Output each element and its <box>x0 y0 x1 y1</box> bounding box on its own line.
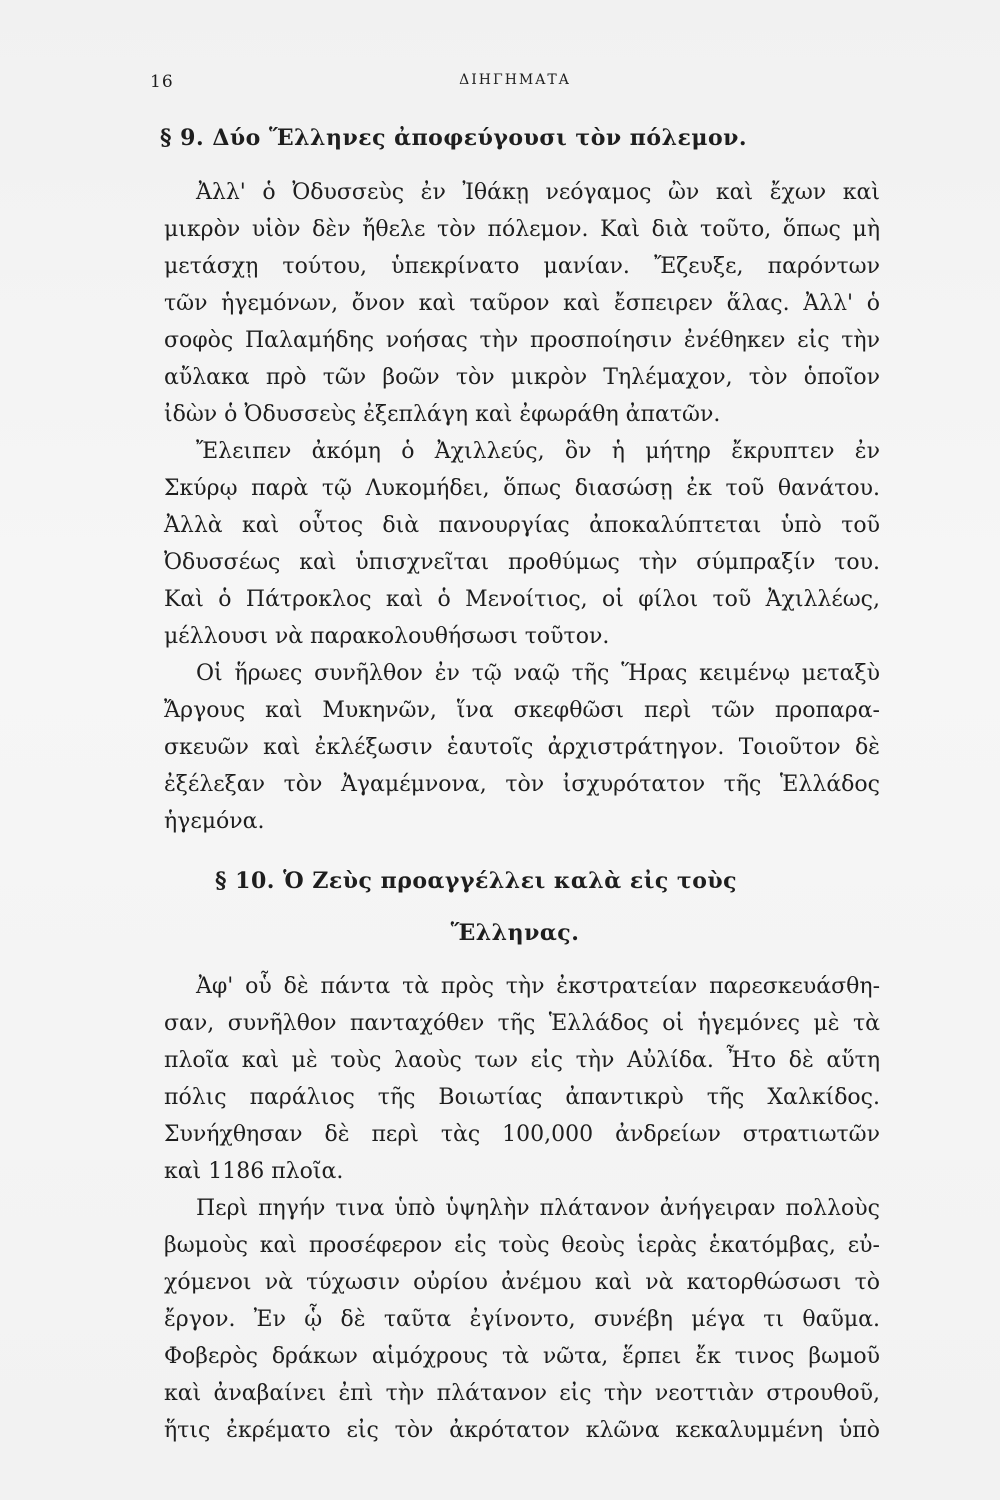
text-line: ἔργον. Ἐν ᾧ δὲ ταῦτα ἐγίνοντο, συνέβη μέγα τι θαῦμα. <box>164 1307 880 1332</box>
text-line: αὔλακα πρὸ τῶν βοῶν τὸν μικρὸν Τηλέμαχον, τὸν ὁποῖον <box>164 365 880 390</box>
text-line: Ἄργους καὶ Μυκηνῶν, ἵνα σκεφθῶσι περὶ τῶν προπαρα- <box>164 698 880 723</box>
section-9-title: Δύο Ἕλληνες ἀποφεύγουσι τὸν πόλεμον. <box>212 125 748 151</box>
text-line: βωμοὺς καὶ προσέφερον εἰς τοὺς θεοὺς ἱερὰς ἑκατόμβας, εὐ- <box>164 1233 880 1258</box>
section-10-title: Ὁ Ζεὺς προαγγέλλει καλὰ εἰς τοὺς <box>283 868 738 894</box>
text-line: Φοβερὸς δράκων αἱμόχρους τὰ νῶτα, ἕρπει ἔκ τινος βωμοῦ <box>164 1344 880 1369</box>
running-title: ΔΙΗΓΗΜΑΤΑ <box>459 72 571 88</box>
text-line: ἡγεμόνα. <box>164 809 265 834</box>
section-10-title-continued: Ἕλληνας. <box>450 920 580 946</box>
text-line: καὶ ἀναβαίνει ἐπὶ τὴν πλάτανον εἰς τὴν νεοττιὰν στρουθοῦ, <box>164 1381 880 1406</box>
text-line: σκευῶν καὶ ἐκλέξωσιν ἑαυτοῖς ἀρχιστράτηγον. Τοιοῦτον δὲ <box>164 735 880 760</box>
text-line: Ἔλειπεν ἀκόμη ὁ Ἀχιλλεύς, ὃν ἡ μήτηρ ἔκρυπτεν ἐν <box>196 439 880 464</box>
text-line: ἰδὼν ὁ Ὀδυσσεὺς ἐξεπλάγη καὶ ἐφωράθη ἀπατῶν. <box>164 402 721 427</box>
text-line: Οἱ ἥρωες συνῆλθον ἐν τῷ ναῷ τῆς Ἥρας κειμένῳ μεταξὺ <box>196 661 880 686</box>
text-line: πόλις παράλιος τῆς Βοιωτίας ἀπαντικρὺ τῆς Χαλκίδος. <box>164 1085 880 1110</box>
text-line: Ὀδυσσέως καὶ ὑπισχνεῖται προθύμως τὴν σύμπραξίν του. <box>164 550 880 575</box>
section-9-heading <box>160 125 890 151</box>
text-line: πλοῖα καὶ μὲ τοὺς λαοὺς των εἰς τὴν Αὐλίδα. Ἦτο δὲ αὕτη <box>164 1048 880 1073</box>
text-line: Καὶ ὁ Πάτροκλος καὶ ὁ Μενοίτιος, οἱ φίλοι τοῦ Ἀχιλλέως, <box>164 587 880 612</box>
text-line: μετάσχῃ τούτου, ὑπεκρίνατο μανίαν. Ἔζευξε, παρόντων <box>164 254 880 279</box>
section-10-heading <box>215 868 945 894</box>
text-line: χόμενοι νὰ τύχωσιν οὐρίου ἀνέμου καὶ νὰ κατορθώσωσι τὸ <box>164 1270 880 1295</box>
section-9-number: § 9. <box>160 125 205 151</box>
text-line: σαν, συνῆλθον πανταχόθεν τῆς Ἑλλάδος οἱ ἡγεμόνες μὲ τὰ <box>164 1011 880 1036</box>
text-line: τῶν ἡγεμόνων, ὄνον καὶ ταῦρον καὶ ἔσπειρεν ἅλας. Ἀλλ' ὁ <box>164 291 880 316</box>
text-line: ἥτις ἐκρέματο εἰς τὸν ἀκρότατον κλῶνα κεκαλυμμένη ὑπὸ <box>164 1418 880 1443</box>
text-line: μέλλουσι νὰ παρακολουθήσωσι τοῦτον. <box>164 624 610 649</box>
text-line: Ἀλλ' ὁ Ὀδυσσεὺς ἐν Ἰθάκῃ νεόγαμος ὢν καὶ ἔχων καὶ <box>196 180 880 205</box>
text-line: Σκύρῳ παρὰ τῷ Λυκομήδει, ὅπως διασώσῃ ἐκ τοῦ θανάτου. <box>164 476 880 501</box>
running-head <box>150 72 880 96</box>
section-10-number: § 10. <box>215 868 275 894</box>
text-line: καὶ 1186 πλοῖα. <box>164 1159 344 1184</box>
text-line: Ἀλλὰ καὶ οὗτος διὰ πανουργίας ἀποκαλύπτεται ὑπὸ τοῦ <box>164 513 880 538</box>
text-line: Συνήχθησαν δὲ περὶ τὰς 100,000 ἀνδρείων στρατιωτῶν <box>164 1122 880 1147</box>
page-number: 16 <box>150 72 174 92</box>
text-line: Ἀφ' οὗ δὲ πάντα τὰ πρὸς τὴν ἐκστρατείαν παρεσκευάσθη- <box>196 974 880 999</box>
text-line: σοφὸς Παλαμήδης νοήσας τὴν προσποίησιν ἐνέθηκεν εἰς τὴν <box>164 328 880 353</box>
text-line: ἐξέλεξαν τὸν Ἀγαμέμνονα, τὸν ἰσχυρότατον τῆς Ἑλλάδος <box>164 772 880 797</box>
text-line: μικρὸν υἱὸν δὲν ἤθελε τὸν πόλεμον. Καὶ διὰ τοῦτο, ὅπως μὴ <box>164 217 880 242</box>
text-line: Περὶ πηγήν τινα ὑπὸ ὑψηλὴν πλάτανον ἀνήγειραν πολλοὺς <box>196 1196 880 1221</box>
